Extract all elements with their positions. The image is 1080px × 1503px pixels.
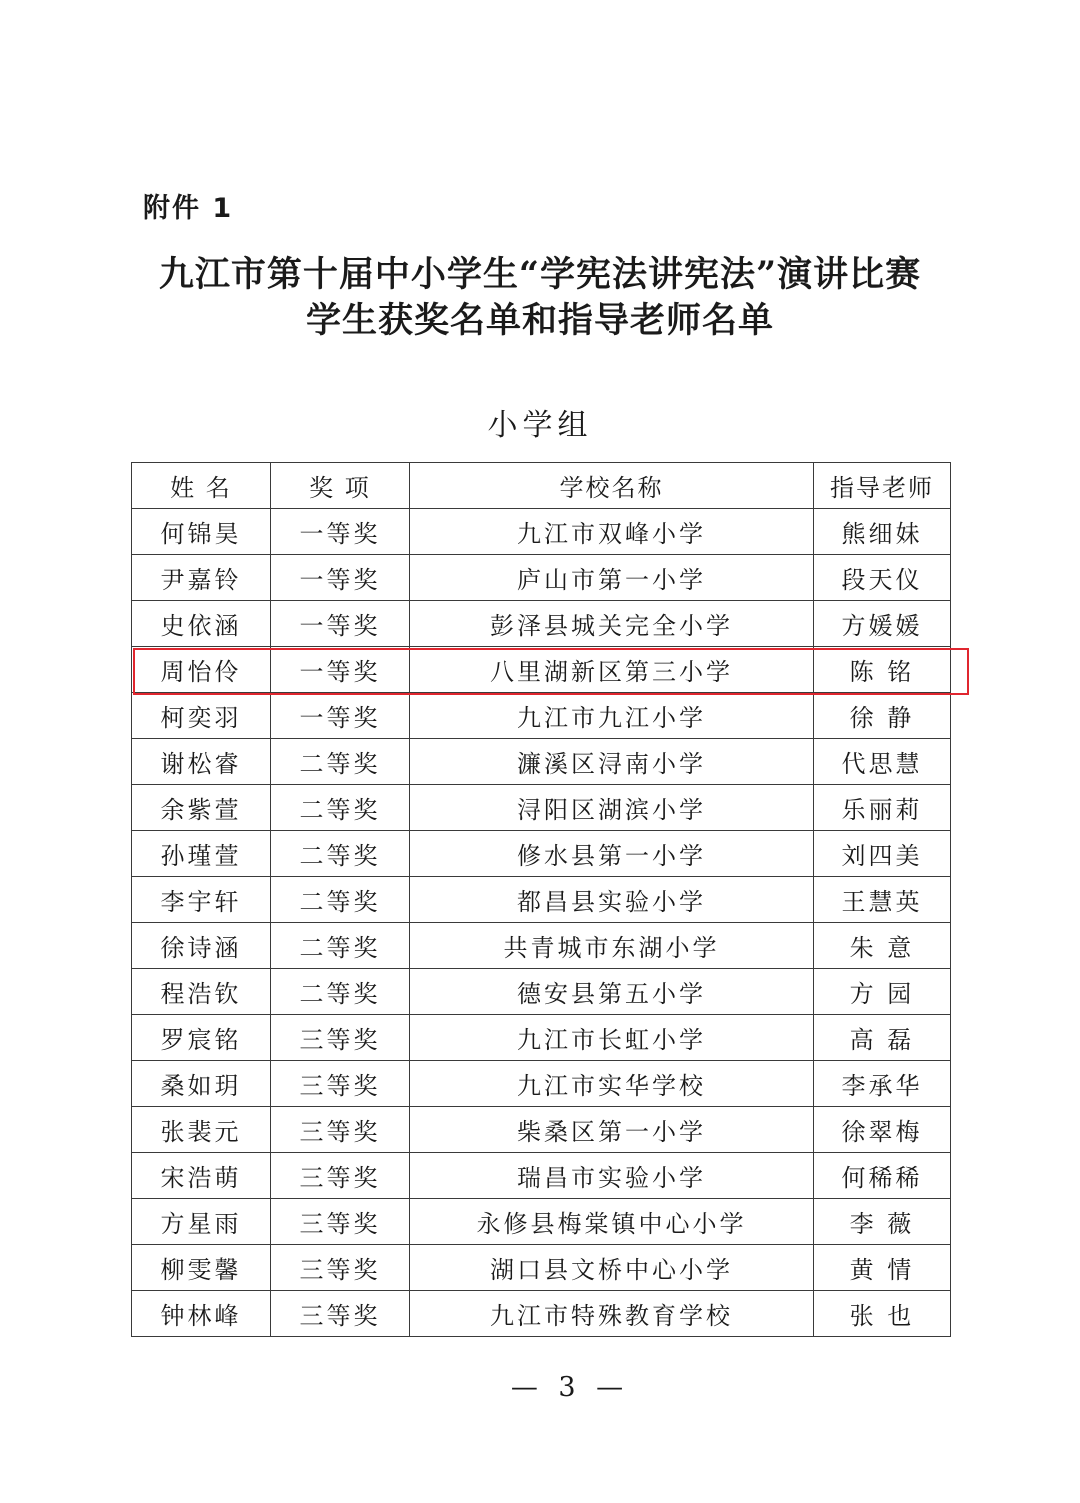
teacher-name: 高 磊: [814, 1015, 951, 1061]
student-name: 张裴元: [132, 1107, 271, 1153]
teacher-name: 刘四美: [814, 831, 951, 877]
header-award: 奖 项: [271, 463, 410, 509]
school-name: 九江市长虹小学: [410, 1015, 814, 1061]
student-name: 程浩钦: [132, 969, 271, 1015]
award-level: 一等奖: [271, 693, 410, 739]
table-row: [132, 555, 951, 601]
table-row: [132, 877, 951, 923]
school-name: 修水县第一小学: [410, 831, 814, 877]
student-name: 何锦昊: [132, 509, 271, 555]
school-name: 九江市九江小学: [410, 693, 814, 739]
award-level: 三等奖: [271, 1015, 410, 1061]
student-name: 史依涵: [132, 601, 271, 647]
table-row: [132, 601, 951, 647]
school-name: 瑞昌市实验小学: [410, 1153, 814, 1199]
header-school: 学校名称: [410, 463, 814, 509]
student-name: 尹嘉铃: [132, 555, 271, 601]
school-name: 共青城市东湖小学: [410, 923, 814, 969]
award-level: 三等奖: [271, 1199, 410, 1245]
school-name: 濂溪区浔南小学: [410, 739, 814, 785]
teacher-name: 朱 意: [814, 923, 951, 969]
award-level: 三等奖: [271, 1245, 410, 1291]
table-row: [132, 739, 951, 785]
student-name: 孙瑾萱: [132, 831, 271, 877]
student-name: 周怡伶: [132, 647, 271, 693]
teacher-name: 王慧英: [814, 877, 951, 923]
table-row: [132, 1061, 951, 1107]
school-name: 湖口县文桥中心小学: [410, 1245, 814, 1291]
table-row: [132, 1107, 951, 1153]
teacher-name: 黄 情: [814, 1245, 951, 1291]
teacher-name: 徐 静: [814, 693, 951, 739]
attachment-label: 附件 1: [143, 193, 234, 224]
student-name: 李宇轩: [132, 877, 271, 923]
table-row: [132, 831, 951, 877]
document-title-line-2: 学生获奖名单和指导老师名单: [305, 300, 774, 341]
school-name: 彭泽县城关完全小学: [410, 601, 814, 647]
school-name: 九江市特殊教育学校: [410, 1291, 814, 1337]
student-name: 柳雯馨: [132, 1245, 271, 1291]
school-name: 九江市实华学校: [410, 1061, 814, 1107]
award-level: 二等奖: [271, 877, 410, 923]
teacher-name: 熊细妹: [814, 509, 951, 555]
student-name: 桑如玥: [132, 1061, 271, 1107]
award-level: 三等奖: [271, 1291, 410, 1337]
table-row: [132, 1015, 951, 1061]
teacher-name: 李 薇: [814, 1199, 951, 1245]
school-name: 柴桑区第一小学: [410, 1107, 814, 1153]
award-level: 二等奖: [271, 969, 410, 1015]
award-level: 一等奖: [271, 509, 410, 555]
school-name: 都昌县实验小学: [410, 877, 814, 923]
student-name: 徐诗涵: [132, 923, 271, 969]
award-table: [131, 462, 951, 1337]
document-title-line-1: 九江市第十届中小学生“学宪法讲宪法”演讲比赛: [158, 254, 922, 295]
student-name: 柯奕羽: [132, 693, 271, 739]
award-level: 一等奖: [271, 647, 410, 693]
table-row: [132, 1291, 951, 1337]
teacher-name: 何稀稀: [814, 1153, 951, 1199]
header-teacher: 指导老师: [814, 463, 951, 509]
table-row: [132, 1245, 951, 1291]
page-number: — 3 —: [510, 1372, 630, 1403]
student-name: 谢松睿: [132, 739, 271, 785]
student-name: 方星雨: [132, 1199, 271, 1245]
table-header-row: [132, 463, 951, 509]
teacher-name: 乐丽莉: [814, 785, 951, 831]
teacher-name: 方 园: [814, 969, 951, 1015]
school-name: 永修县梅棠镇中心小学: [410, 1199, 814, 1245]
table-row: [132, 923, 951, 969]
award-level: 二等奖: [271, 923, 410, 969]
student-name: 钟林峰: [132, 1291, 271, 1337]
student-name: 余紫萱: [132, 785, 271, 831]
teacher-name: 代思慧: [814, 739, 951, 785]
teacher-name: 张 也: [814, 1291, 951, 1337]
table-row: [132, 785, 951, 831]
school-name: 九江市双峰小学: [410, 509, 814, 555]
award-level: 三等奖: [271, 1107, 410, 1153]
school-name: 庐山市第一小学: [410, 555, 814, 601]
award-level: 二等奖: [271, 785, 410, 831]
teacher-name: 方媛媛: [814, 601, 951, 647]
award-level: 一等奖: [271, 601, 410, 647]
award-level: 二等奖: [271, 831, 410, 877]
table-row-highlighted: [132, 647, 951, 693]
table-row: [132, 1153, 951, 1199]
header-name: 姓 名: [132, 463, 271, 509]
teacher-name: 段天仪: [814, 555, 951, 601]
teacher-name: 陈 铭: [814, 647, 951, 693]
award-level: 二等奖: [271, 739, 410, 785]
school-name: 八里湖新区第三小学: [410, 647, 814, 693]
student-name: 罗宸铭: [132, 1015, 271, 1061]
student-name: 宋浩萌: [132, 1153, 271, 1199]
award-level: 三等奖: [271, 1061, 410, 1107]
school-name: 德安县第五小学: [410, 969, 814, 1015]
school-name: 浔阳区湖滨小学: [410, 785, 814, 831]
award-level: 一等奖: [271, 555, 410, 601]
teacher-name: 李承华: [814, 1061, 951, 1107]
teacher-name: 徐翠梅: [814, 1107, 951, 1153]
award-level: 三等奖: [271, 1153, 410, 1199]
table-row: [132, 969, 951, 1015]
group-title: 小学组: [487, 408, 593, 443]
table-row: [132, 693, 951, 739]
table-row: [132, 1199, 951, 1245]
table-row: [132, 509, 951, 555]
